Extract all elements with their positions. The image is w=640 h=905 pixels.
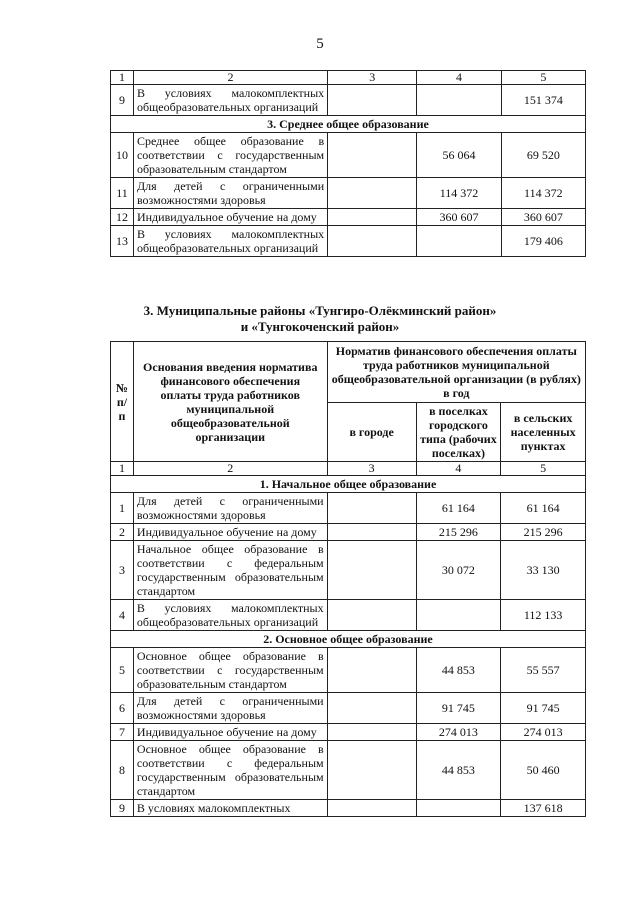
column-number: 2 — [133, 71, 327, 85]
row-basis: В условиях малокомплектных — [133, 800, 327, 817]
header-settlement: в поселках городского типа (рабочих поселках) — [416, 403, 501, 462]
header-num: № п/п — [111, 342, 134, 462]
table-row — [111, 693, 586, 724]
row-basis: В условиях малокомплектных общеобразовательных организаций — [133, 600, 327, 631]
header-rural: в сельских населенных пунктах — [501, 403, 586, 462]
table-row — [111, 524, 586, 541]
row-number: 9 — [111, 800, 134, 817]
value-rural: 137 618 — [501, 800, 586, 817]
section-title: 1. Начальное общее образование — [111, 476, 586, 493]
column-number: 1 — [111, 71, 134, 85]
value-settlement: 61 164 — [416, 493, 501, 524]
value-settlement — [417, 85, 501, 116]
row-basis: Для детей с ограниченными возможностями здоровья — [133, 178, 327, 209]
value-settlement: 44 853 — [416, 648, 501, 693]
column-number: 5 — [501, 462, 586, 476]
value-rural: 91 745 — [501, 693, 586, 724]
row-basis: Основное общее образование в соответствии с государственным образовательным стандартом — [133, 648, 327, 693]
table-row — [111, 600, 586, 631]
row-number: 9 — [111, 85, 134, 116]
header-city: в городе — [327, 403, 416, 462]
table-row — [111, 648, 586, 693]
column-number-row — [111, 71, 586, 85]
row-basis: В условиях малокомплектных общеобразовательных организаций — [133, 226, 327, 257]
value-rural: 215 296 — [501, 524, 586, 541]
value-settlement: 114 372 — [417, 178, 501, 209]
table-row — [111, 85, 586, 116]
value-settlement: 91 745 — [416, 693, 501, 724]
row-number: 5 — [111, 648, 134, 693]
row-basis: Индивидуальное обучение на дому — [133, 209, 327, 226]
header-norm: Норматив финансового обеспечения оплаты труда работников муниципальной общеобразовательной организации (в рублях) в год — [327, 342, 585, 403]
row-number: 13 — [111, 226, 134, 257]
value-city — [327, 693, 416, 724]
norms-table-districts — [110, 341, 586, 817]
value-city — [327, 741, 416, 800]
table-row — [111, 178, 586, 209]
section-row — [111, 631, 586, 648]
row-basis: Основное общее образование в соответствии с федеральным государственным образовательным стандартом — [133, 741, 327, 800]
table-row — [111, 133, 586, 178]
value-city — [328, 226, 417, 257]
section-title: 3. Среднее общее образование — [111, 116, 586, 133]
value-city — [327, 648, 416, 693]
section-title: 2. Основное общее образование — [111, 631, 586, 648]
row-basis: Для детей с ограниченными возможностями здоровья — [133, 493, 327, 524]
value-city — [328, 178, 417, 209]
column-number: 3 — [327, 462, 416, 476]
table-row — [111, 226, 586, 257]
header-basis: Основания введения норматива финансового обеспечения оплаты труда работников муниципальной общеобразовательной организации — [133, 342, 327, 462]
value-rural: 55 557 — [501, 648, 586, 693]
row-basis: Среднее общее образование в соответствии с государственным образовательным стандартом — [133, 133, 327, 178]
section-row — [111, 476, 586, 493]
table-row — [111, 493, 586, 524]
value-city — [327, 493, 416, 524]
row-basis: Индивидуальное обучение на дому — [133, 724, 327, 741]
column-number: 4 — [417, 71, 501, 85]
row-basis: Для детей с ограниченными возможностями здоровья — [133, 693, 327, 724]
row-number: 2 — [111, 524, 134, 541]
column-number-row — [111, 462, 586, 476]
row-basis: В условиях малокомплектных общеобразовательных организаций — [133, 85, 327, 116]
row-number: 12 — [111, 209, 134, 226]
row-number: 6 — [111, 693, 134, 724]
row-number: 1 — [111, 493, 134, 524]
value-city — [327, 541, 416, 600]
value-rural: 33 130 — [501, 541, 586, 600]
value-settlement: 56 064 — [417, 133, 501, 178]
row-basis: Начальное общее образование в соответствии с федеральным государственным образовательным стандартом — [133, 541, 327, 600]
table-row — [111, 741, 586, 800]
caption-line-1: 3. Муниципальные районы «Тунгиро-Олёкминский район» — [143, 303, 497, 318]
table-row — [111, 800, 586, 817]
value-rural: 179 406 — [501, 226, 585, 257]
value-rural: 50 460 — [501, 741, 586, 800]
row-number: 10 — [111, 133, 134, 178]
value-rural: 61 164 — [501, 493, 586, 524]
table-row — [111, 541, 586, 600]
caption-line-2: и «Тунгокоченский район» — [240, 319, 400, 334]
column-number: 5 — [501, 71, 585, 85]
value-rural: 112 133 — [501, 600, 586, 631]
table-row — [111, 209, 586, 226]
table-row — [111, 724, 586, 741]
row-number: 3 — [111, 541, 134, 600]
page-number: 5 — [316, 36, 324, 52]
column-number: 3 — [328, 71, 417, 85]
norms-table-continued — [110, 70, 586, 257]
section-row — [111, 116, 586, 133]
row-number: 8 — [111, 741, 134, 800]
value-rural: 151 374 — [501, 85, 585, 116]
value-city — [328, 209, 417, 226]
value-settlement: 30 072 — [416, 541, 501, 600]
value-rural: 69 520 — [501, 133, 585, 178]
section-caption — [0, 303, 640, 335]
value-settlement — [417, 226, 501, 257]
value-city — [327, 800, 416, 817]
value-city — [327, 600, 416, 631]
value-settlement — [416, 800, 501, 817]
value-rural: 114 372 — [501, 178, 585, 209]
value-settlement: 44 853 — [416, 741, 501, 800]
row-number: 4 — [111, 600, 134, 631]
column-number: 1 — [111, 462, 134, 476]
column-number: 4 — [416, 462, 501, 476]
column-number: 2 — [133, 462, 327, 476]
value-settlement: 360 607 — [417, 209, 501, 226]
value-city — [328, 85, 417, 116]
value-settlement — [416, 600, 501, 631]
value-rural: 274 013 — [501, 724, 586, 741]
row-number: 11 — [111, 178, 134, 209]
value-settlement: 215 296 — [416, 524, 501, 541]
value-city — [327, 524, 416, 541]
value-settlement: 274 013 — [416, 724, 501, 741]
row-basis: Индивидуальное обучение на дому — [133, 524, 327, 541]
value-city — [327, 724, 416, 741]
row-number: 7 — [111, 724, 134, 741]
value-city — [328, 133, 417, 178]
value-rural: 360 607 — [501, 209, 585, 226]
